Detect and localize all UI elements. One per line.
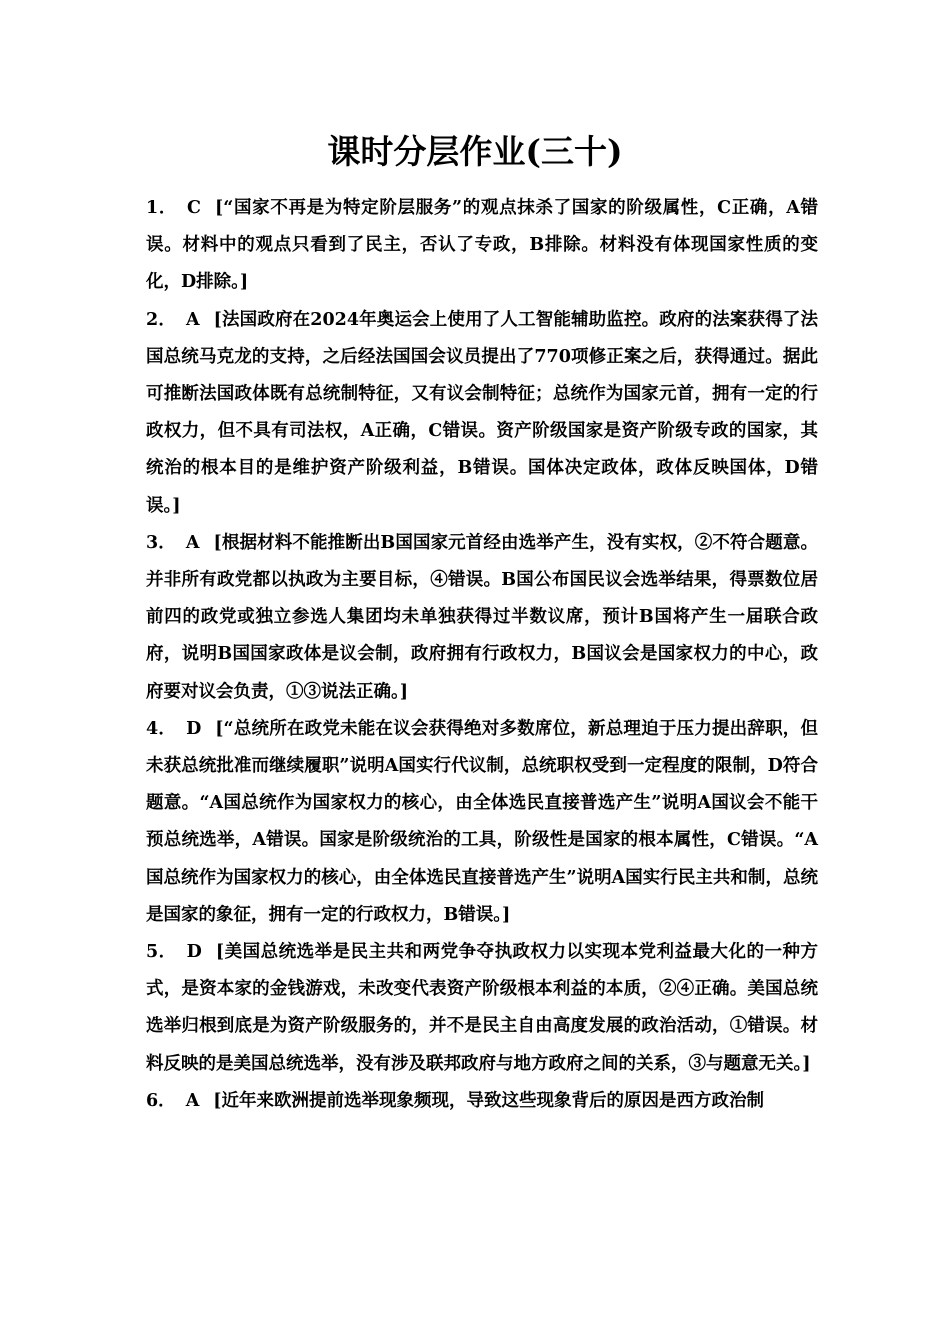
answer-list (146, 190, 818, 1120)
answer-item-2 (146, 302, 818, 525)
item-answer: A (186, 309, 200, 330)
item-explanation: [“国家不再是为特定阶层服务”的观点抹杀了国家的阶级属性，C正确，A错误。材料中的观点只看到了民主，否认了专政，B排除。材料没有体现国家性质的变化，D排除。] (146, 198, 818, 293)
item-answer: A (185, 1090, 200, 1111)
item-number: 4． (146, 718, 177, 739)
item-answer: D (186, 942, 202, 963)
item-explanation: [“总统所在政党未能在议会获得绝对多数席位，新总理迫于压力提出辞职，但未获总统批准而继续履职”说明A国实行代议制，总统职权受到一定程度的限制，D符合题意。“A国总统作为国家权力的核心，由全体选民直接普选产生”说明A国议会不能干预总统选举，A错误。国家是阶级统治的工具，阶级性是国家的根本属性，C错误。“A国总统作为国家权力的核心，由全体选民直接普选产生”说明A国实行民主共和制，总统是国家的象征，拥有一定的行政权力，B错误。] (146, 718, 818, 925)
item-answer: A (185, 532, 200, 553)
item-number: 1． (146, 198, 178, 218)
item-answer: C (187, 198, 201, 218)
item-number: 2． (146, 309, 176, 330)
item-explanation: [近年来欧洲提前选举现象频现，导致这些现象背后的原因是西方政治制 (213, 1090, 765, 1111)
item-explanation: [根据材料不能推断出B国国家元首经由选举产生，没有实权，②不符合题意。并非所有政党都以执政为主要目标，④错误。B国公布国民议会选举结果，得票数位居前四的政党或独立参选人集团均未单独获得过半数议席，预计B国将产生一届联合政府，说明B国国家政体是议会制，政府拥有行政权力，B国议会是国家权力的中心，政府要对议会负责，①③说法正确。] (146, 532, 818, 702)
item-number: 5． (146, 942, 177, 963)
answer-item-1 (146, 190, 818, 302)
item-explanation: [美国总统选举是民主共和两党争夺执政权力以实现本党利益最大化的一种方式，是资本家的金钱游戏，未改变代表资产阶级根本利益的本质，②④正确。美国总统选举归根到底是为资产阶级服务的，并不是民主自由高度发展的政治活动，①错误。材料反映的是美国总统选举，没有涉及联邦政府与地方政府之间的关系，③与题意无关。] (146, 942, 818, 1074)
item-number: 3． (146, 532, 176, 553)
item-number: 6． (146, 1090, 176, 1111)
answer-item-3 (146, 525, 818, 711)
answer-item-6 (146, 1083, 818, 1120)
page-title: 课时分层作业(三十) (327, 132, 623, 171)
item-answer: D (186, 718, 202, 739)
item-explanation: [法国政府在2024年奥运会上使用了人工智能辅助监控。政府的法案获得了法国总统马克龙的支持，之后经法国国会议员提出了770项修正案之后，获得通过。据此可推断法国政体既有总统制特征，又有议会制特征；总统作为国家元首，拥有一定的行政权力，但不具有司法权，A正确，C错误。资产阶级国家是资产阶级专政的国家，其统治的根本目的是维护资产阶级利益，B错误。国体决定政体，政体反映国体，D错误。] (146, 309, 819, 516)
answer-item-4 (146, 711, 818, 934)
answer-item-5 (146, 934, 818, 1083)
